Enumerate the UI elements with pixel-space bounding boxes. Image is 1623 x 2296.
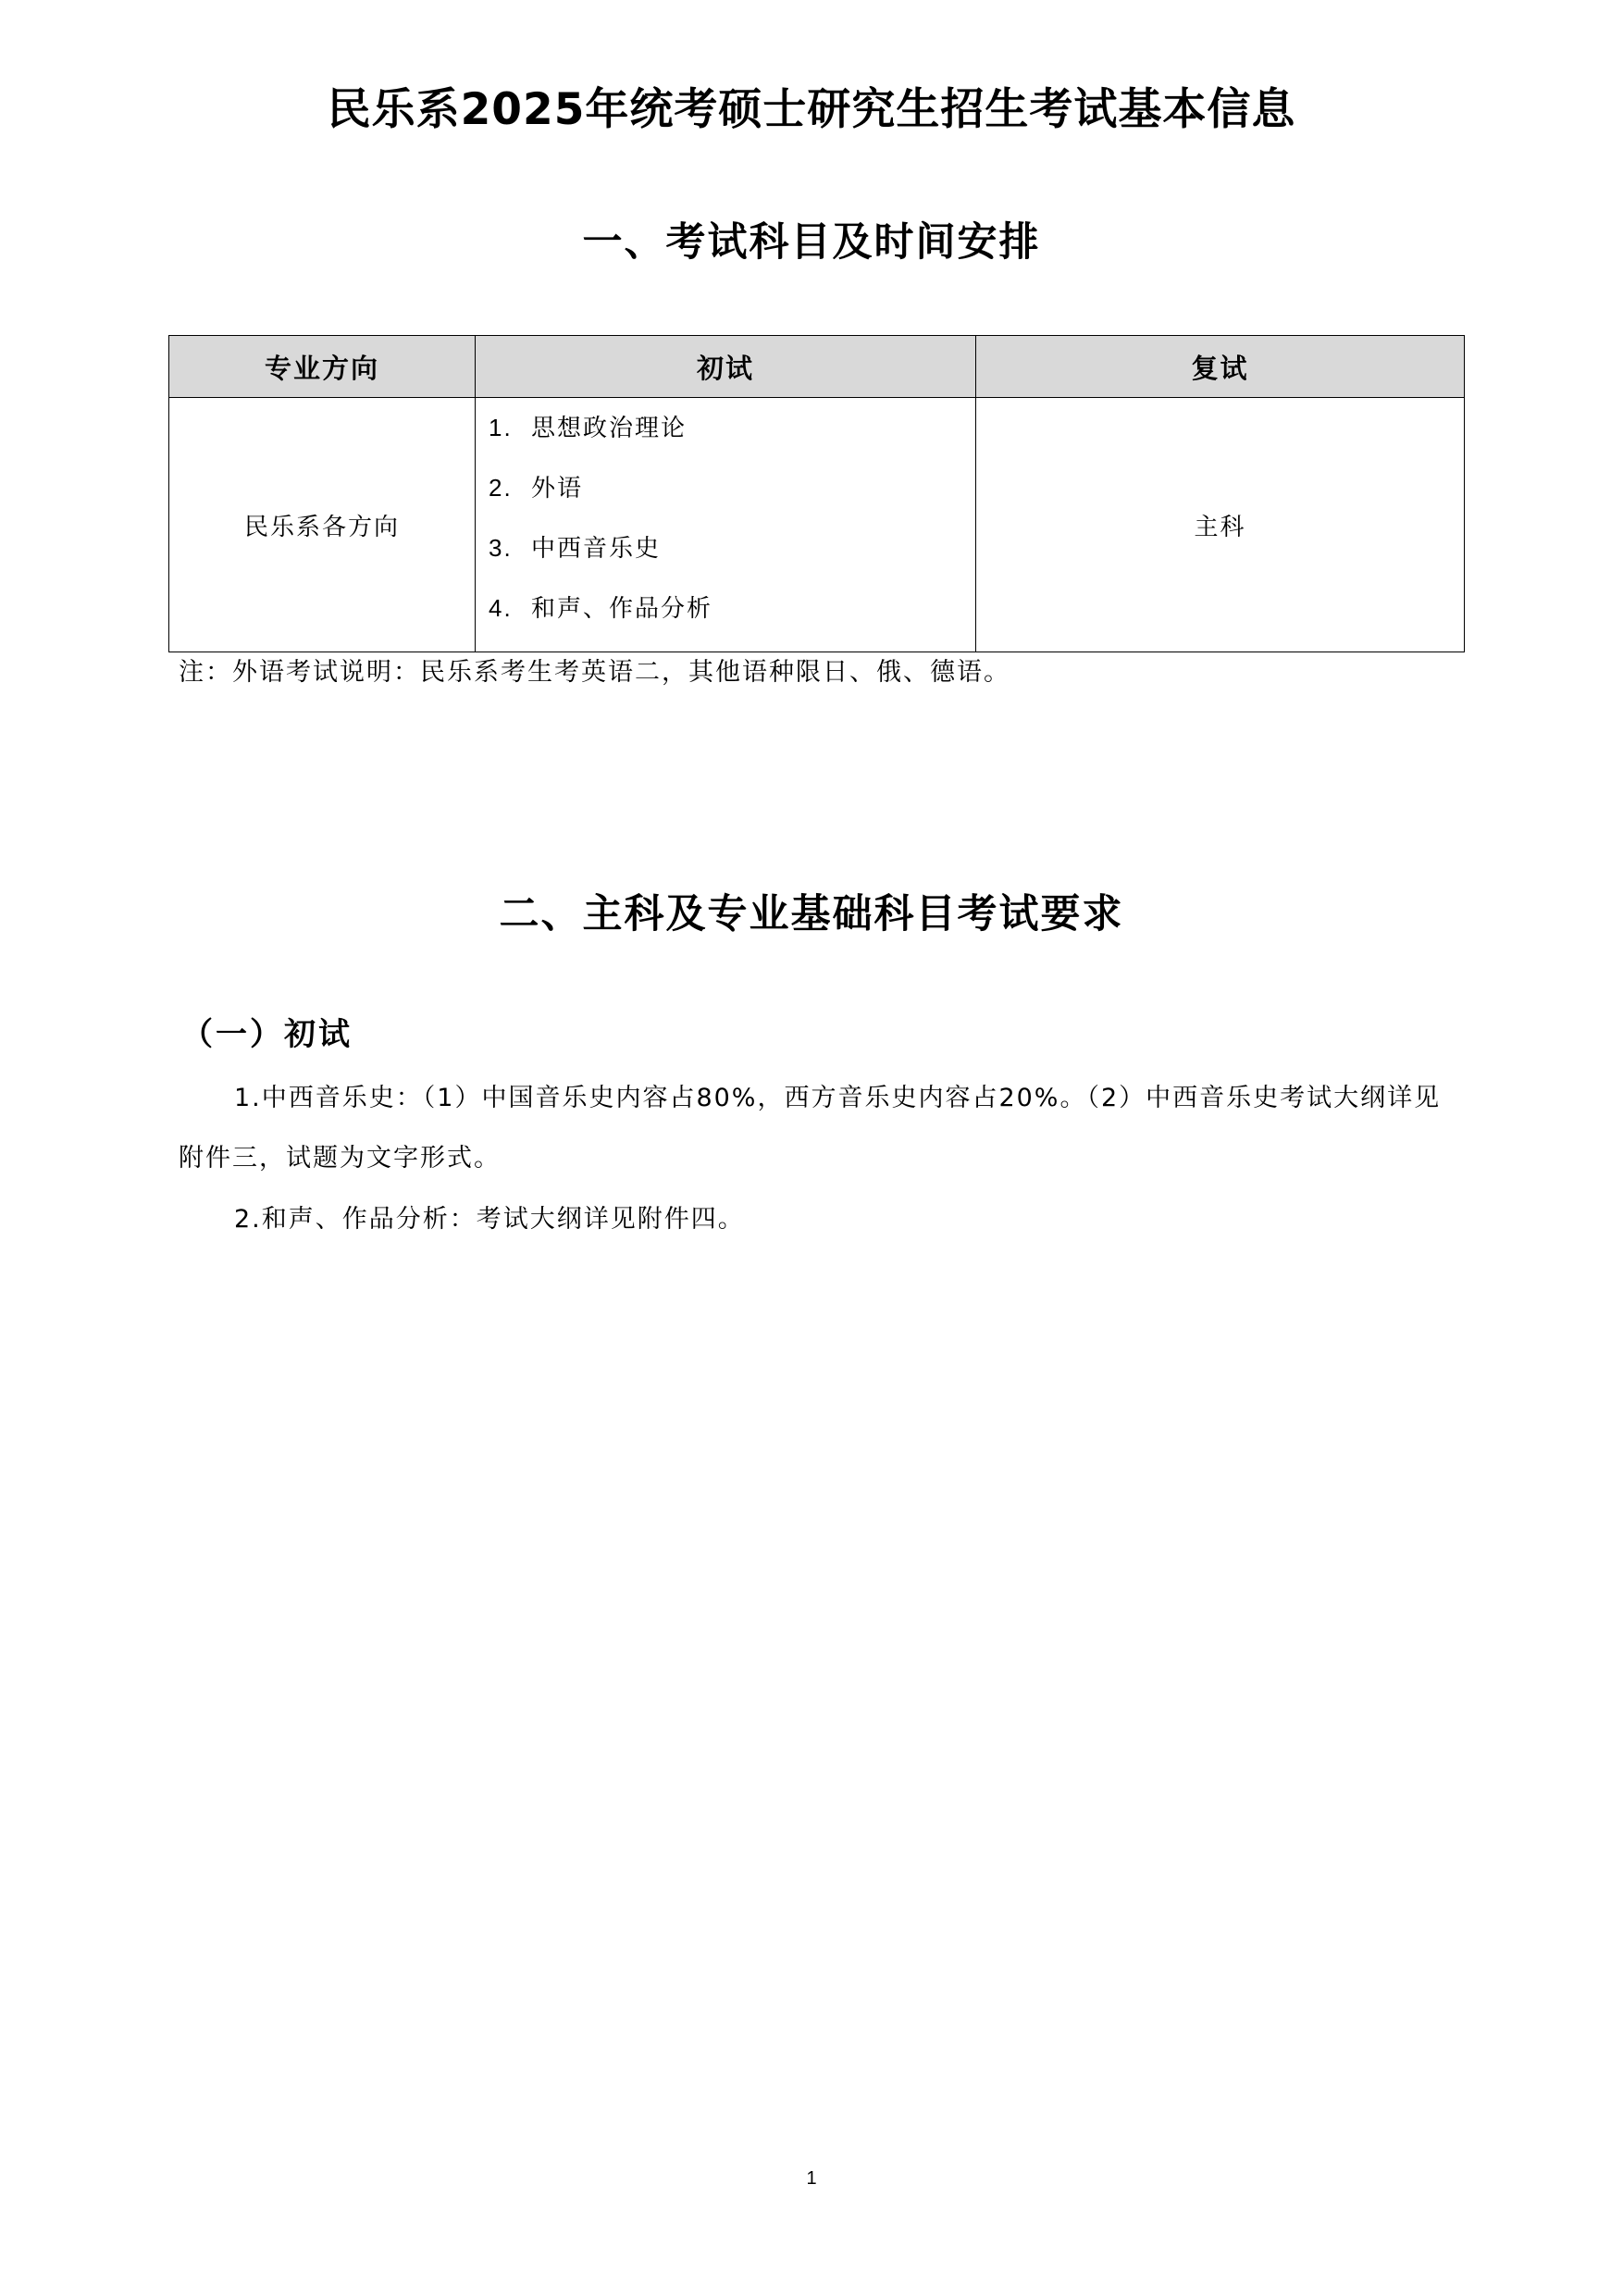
subheading-first-exam: （一）初试	[181, 1016, 353, 1053]
table-row	[169, 398, 1465, 652]
section-title-exam-requirements: 二、主科及专业基础科目考试要求	[499, 891, 1124, 937]
header-first-exam: 初试	[476, 336, 976, 398]
first-exam-cell	[476, 398, 976, 652]
document-title: 民乐系2025年统考硕士研究生招生考试基本信息	[327, 84, 1296, 135]
direction-cell: 民乐系各方向	[169, 398, 476, 652]
paragraph-music-history: 1.中西音乐史：（1）中国音乐史内容占80%，西方音乐史内容占20%。（2）中西音乐史考试大纲详见附件三，试题为文字形式。	[179, 1084, 1442, 1173]
list-item: 4. 和声、作品分析	[489, 594, 713, 623]
foreign-language-note: 注：外语考试说明：民乐系考生考英语二，其他语种限日、俄、德语。	[179, 658, 1010, 687]
header-second-exam: 复试	[976, 336, 1465, 398]
page-number: 1	[806, 2168, 817, 2189]
list-item: 3. 中西音乐史	[489, 534, 662, 563]
section-title-exam-schedule: 一、考试科目及时间安排	[582, 219, 1041, 266]
list-item: 1. 思想政治理论	[489, 414, 688, 442]
list-item: 2. 外语	[489, 474, 584, 503]
second-exam-cell: 主科	[976, 398, 1465, 652]
exam-subjects-table	[168, 335, 1465, 652]
first-exam-subject-list	[476, 398, 975, 652]
paragraph-harmony-analysis: 2.和声、作品分析：考试大纲详见附件四。	[234, 1205, 745, 1234]
table-header-row	[169, 336, 1465, 398]
header-direction: 专业方向	[169, 336, 476, 398]
